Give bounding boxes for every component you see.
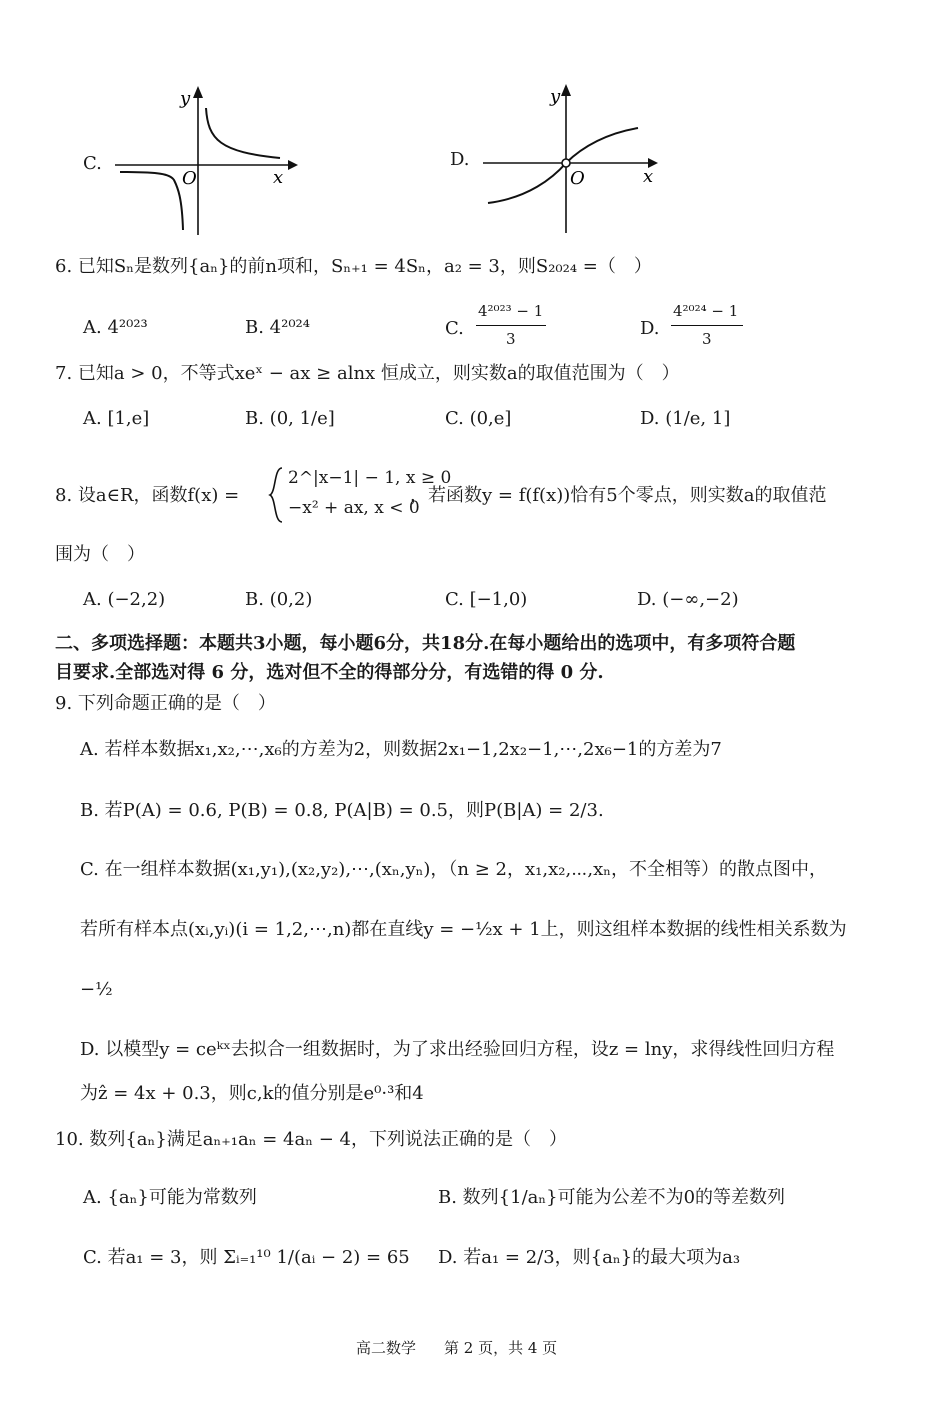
q9-option-d-line2: 为ẑ = 4x + 0.3，则c,k的值分别是e⁰·³和4 — [80, 1083, 424, 1104]
graph-d-x: x — [643, 166, 654, 187]
q7-option-a: A. [1,e] — [83, 408, 150, 429]
section2-heading-line1: 二、多项选择题：本题共3小题，每小题6分，共18分.在每小题给出的选项中，有多项符合题 — [55, 633, 796, 654]
q8-brace — [268, 466, 284, 524]
footer-subject: 高二数学 — [356, 1339, 417, 1357]
graph-d-plot — [478, 78, 668, 238]
q9-stem: 9. 下列命题正确的是（ ） — [55, 693, 276, 714]
footer-page: 第 2 页，共 4 页 — [444, 1339, 558, 1357]
section2-heading-line2: 目要求.全部选对得 6 分，选对但不全的得部分分，有选错的得 0 分. — [55, 662, 604, 683]
q7-option-d: D. (1/e, 1] — [640, 408, 731, 429]
q8-option-c: C. [−1,0) — [445, 589, 528, 610]
q6-option-b: B. 4²⁰²⁴ — [245, 317, 310, 338]
q8-case-2: −x² + ax, x < 0 — [288, 498, 420, 518]
q9-option-a: A. 若样本数据x₁,x₂,⋯,x₆的方差为2，则数据2x₁−1,2x₂−1,⋯,2x₆−1的方差为7 — [80, 739, 722, 760]
graph-d-label: D. — [450, 149, 470, 170]
q6-option-c-label: C. — [445, 318, 464, 339]
q6-option-d-label: D. — [640, 318, 660, 339]
q6-option-c-numerator: 4²⁰²³ − 1 — [478, 302, 544, 320]
graph-d-origin: O — [570, 168, 585, 189]
q8-case-1: 2^|x−1| − 1, x ≥ 0 — [288, 468, 452, 488]
q7-option-c: C. (0,e] — [445, 408, 512, 429]
q6-option-d-denominator: 3 — [702, 330, 712, 348]
q8-option-a: A. (−2,2) — [83, 589, 166, 610]
q7-stem: 7. 已知a > 0，不等式xeˣ − ax ≥ alnx 恒成立，则实数a的取值范围为（ ） — [55, 363, 680, 384]
q9-option-d-line1: D. 以模型y = ceᵏˣ去拟合一组数据时，为了求出经验回归方程，设z = lny，求得线性回归方程 — [80, 1039, 835, 1060]
graph-c-label: C. — [83, 153, 102, 174]
q9-option-b: B. 若P(A) = 0.6, P(B) = 0.8, P(A|B) = 0.5，则P(B|A) = 2/3. — [80, 800, 604, 821]
q6-stem: 6. 已知Sₙ是数列{aₙ}的前n项和，Sₙ₊₁ = 4Sₙ，a₂ = 3，则S₂₀₂₄ =（ ） — [55, 256, 652, 277]
q8-stem-suffix: ，若函数y = f(f(x))恰有5个零点，则实数a的取值范 — [410, 485, 827, 506]
graph-c-x: x — [273, 167, 284, 188]
q10-option-a: A. {aₙ}可能为常数列 — [83, 1187, 257, 1208]
q6-option-d-fraction-bar — [671, 325, 743, 326]
q9-option-c-line1: C. 在一组样本数据(x₁,y₁),(x₂,y₂),⋯,(xₙ,yₙ)，（n ≥ 2，x₁,x₂,⋯,xₙ，不全相等）的散点图中， — [80, 859, 828, 880]
q6-option-a: A. 4²⁰²³ — [83, 317, 148, 338]
q8-stem-line2: 围为（ ） — [55, 544, 145, 565]
q10-option-d: D. 若a₁ = 2/3，则{aₙ}的最大项为a₃ — [438, 1247, 741, 1268]
q10-option-c: C. 若a₁ = 3，则 Σᵢ₌₁¹⁰ 1/(aᵢ − 2) = 65 — [83, 1247, 410, 1268]
q6-option-c-fraction-bar — [476, 325, 546, 326]
q10-option-b: B. 数列{1/aₙ}可能为公差不为0的等差数列 — [438, 1187, 786, 1208]
graph-d-y: y — [550, 86, 561, 107]
q8-stem-prefix: 8. 设a∈R，函数f(x) = — [55, 485, 240, 506]
graph-c-y: y — [180, 88, 191, 109]
q8-option-b: B. (0,2) — [245, 589, 313, 610]
q6-option-c-denominator: 3 — [506, 330, 516, 348]
q10-stem: 10. 数列{aₙ}满足aₙ₊₁aₙ = 4aₙ − 4，下列说法正确的是（ ） — [55, 1129, 567, 1150]
q6-option-d-numerator: 4²⁰²⁴ − 1 — [673, 302, 739, 320]
q8-option-d: D. (−∞,−2) — [637, 589, 739, 610]
graph-c-origin: O — [182, 168, 197, 189]
q9-option-c-line3: −½ — [80, 979, 113, 1000]
q7-option-b: B. (0, 1/e] — [245, 408, 335, 429]
graph-c-plot — [110, 80, 300, 240]
q9-option-c-line2: 若所有样本点(xᵢ,yᵢ)(i = 1,2,⋯,n)都在直线y = −½x + 1上，则这组样本数据的线性相关系数为 — [80, 919, 847, 940]
